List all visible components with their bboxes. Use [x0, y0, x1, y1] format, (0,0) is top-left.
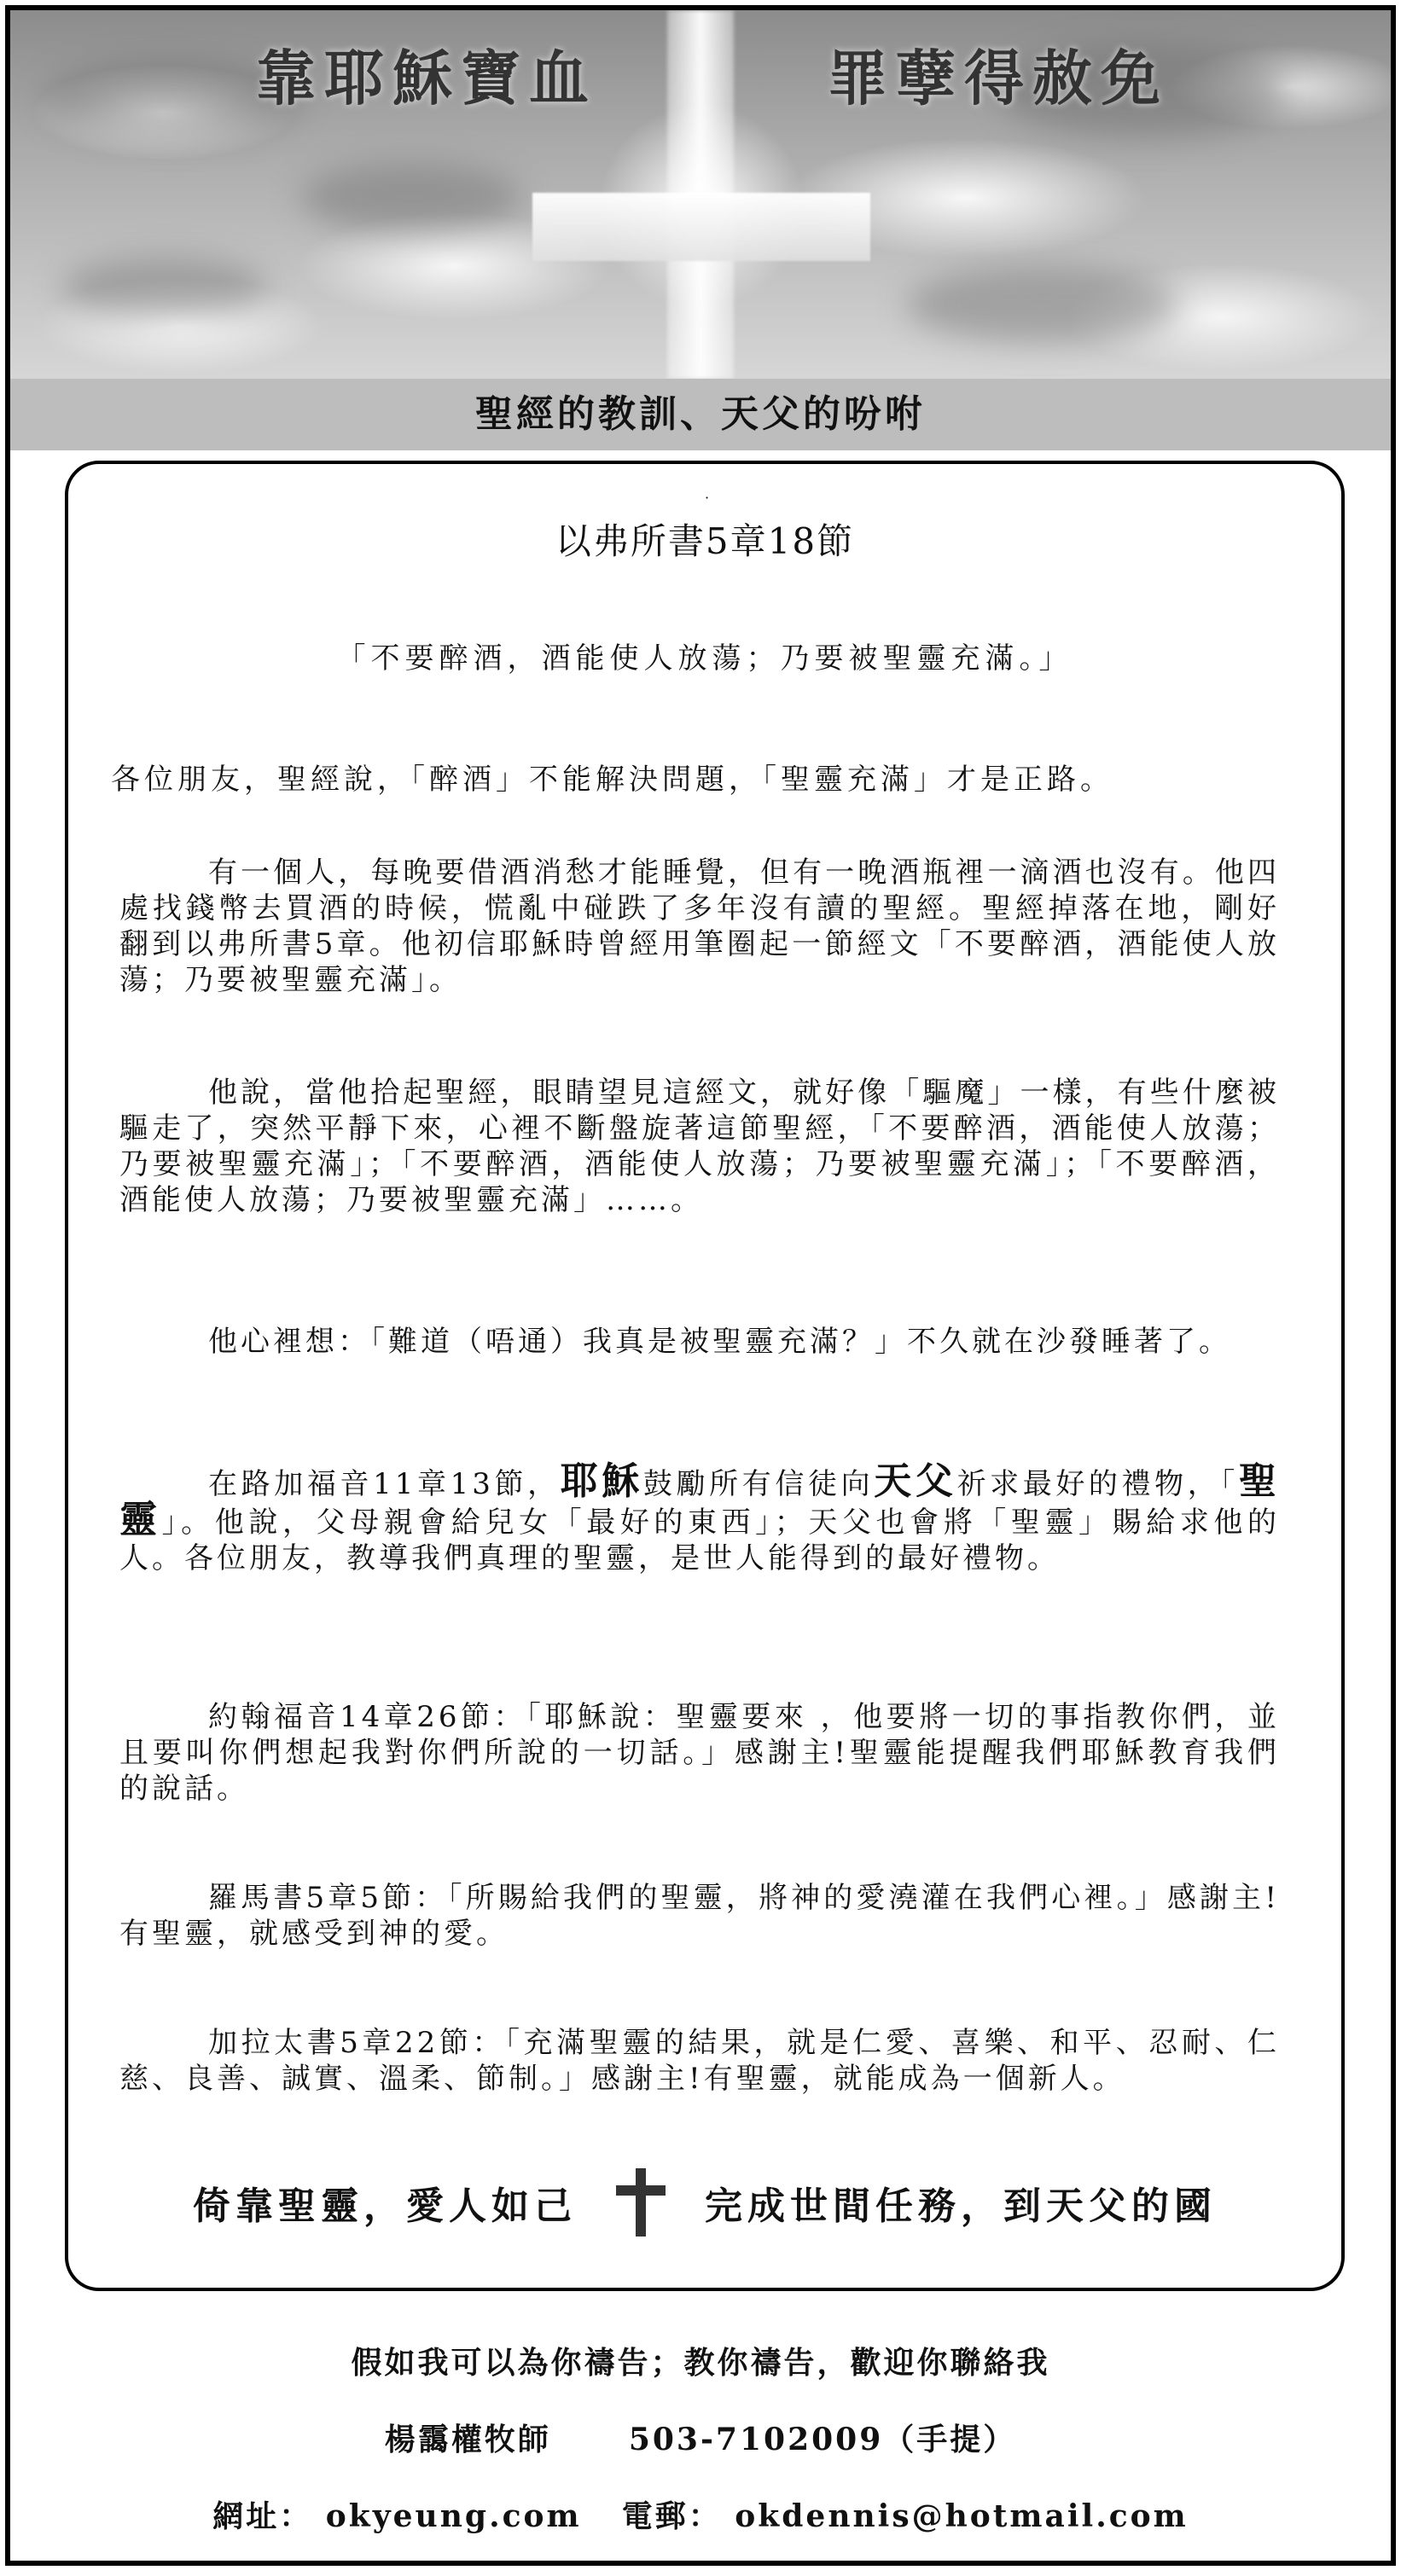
p4-part-b: 鼓勵所有信徒向 — [642, 1467, 875, 1501]
slogan — [68, 2168, 1341, 2237]
header-title-left: 靠耶穌寶血 — [256, 43, 597, 113]
footer-links — [10, 2492, 1391, 2536]
intro-line: 各位朋友，聖經說，「醉酒」不能解決問題，「聖靈充滿」才是正路。 — [111, 763, 1113, 797]
scripture-verse: 「不要醉酒，酒能使人放蕩；乃要被聖靈充滿。」 — [336, 641, 1073, 676]
section-band-title: 聖經的教訓、天父的吩咐 — [10, 379, 1391, 450]
paragraph-3: 他心裡想：「難道（唔通）我真是被聖靈充滿？」不久就在沙發睡著了。 — [208, 1325, 1231, 1359]
spirit-emphasis: 聖靈 — [119, 1459, 1281, 1541]
paragraph-5: 約翰福音14章26節：「耶穌說：聖靈要來 ，他要將一切的事指教你們，並且要叫你們想起我對你們所說的一切話。」感謝主!聖靈能提醒我們耶穌教育我們的說話。 — [119, 1700, 1280, 1806]
jesus-emphasis: 耶穌 — [560, 1459, 643, 1503]
slogan-left: 倚靠聖靈，愛人如己 — [193, 2184, 577, 2228]
p4-part-c: 祈求最好的禮物，「 — [956, 1467, 1240, 1501]
dot-mark: · — [705, 490, 710, 506]
pastor-name: 楊靄權牧師 — [384, 2422, 551, 2457]
paragraph-6: 羅馬書5章5節：「所賜給我們的聖靈，將神的愛澆灌在我們心裡。」感謝主!有聖靈，就感受到神的愛。 — [119, 1881, 1280, 1951]
footer-invitation: 假如我可以為你禱告；教你禱告，歡迎你聯絡我 — [351, 2345, 1050, 2381]
page — [5, 5, 1396, 2566]
header-banner — [10, 10, 1391, 379]
paragraph-7: 加拉太書5章22節：「充滿聖靈的結果，就是仁愛、喜樂、和平、忍耐、仁慈、良善、誠實、溫柔、節制。」感謝主!有聖靈，就能成為一個新人。 — [119, 2026, 1280, 2096]
paragraph-2: 他說，當他拾起聖經，眼睛望見這經文，就好像「驅魔」一樣，有些什麼被驅走了，突然平靜下來，心裡不斷盤旋著這節聖經，「不要醉酒，酒能使人放蕩；乃要被聖靈充滿」；「不要醉酒，酒能使人放蕩；乃要被聖靈充滿」；「不要醉酒，酒能使人放蕩；乃要被聖靈充滿」……。 — [119, 1076, 1280, 1217]
paragraph-4 — [119, 1459, 1281, 1576]
p4-part-d: 」。他說，父母親會給兒女「最好的東西」；天父也會將「聖靈」賜給求他的人。各位朋友，教導我們真理的聖靈，是世人能得到的最好禮物。 — [119, 1506, 1281, 1575]
email-label: 電郵： — [621, 2498, 722, 2534]
slogan-right: 完成世間任務，到天父的國 — [705, 2184, 1217, 2228]
scripture-reference: 以弗所書5章18節 — [555, 520, 855, 562]
paragraph-1: 有一個人，每晚要借酒消愁才能睡覺，但有一晚酒瓶裡一滴酒也沒有。他四處找錢幣去買酒的時候，慌亂中碰跌了多年沒有讀的聖經。聖經掉落在地，剛好翻到以弗所書5章。他初信耶穌時曾經用筆圈起一節經文「不要醉酒，酒能使人放蕩；乃要被聖靈充滿」。 — [119, 856, 1280, 997]
header-title-right: 罪孽得赦免 — [828, 43, 1169, 113]
email-link[interactable]: okdennis@hotmail.com — [735, 2498, 1189, 2534]
content-box — [65, 461, 1345, 2291]
cross-light-horizontal — [532, 193, 870, 261]
website-link[interactable]: okyeung.com — [325, 2498, 582, 2534]
cross-icon — [616, 2168, 666, 2237]
phone-number: 503-7102009（手提） — [628, 2422, 1017, 2457]
father-emphasis: 天父 — [874, 1459, 957, 1503]
p4-part-a: 在路加福音11章13節， — [208, 1467, 561, 1501]
footer-contact — [10, 2416, 1391, 2459]
website-label: 網址： — [212, 2498, 313, 2534]
